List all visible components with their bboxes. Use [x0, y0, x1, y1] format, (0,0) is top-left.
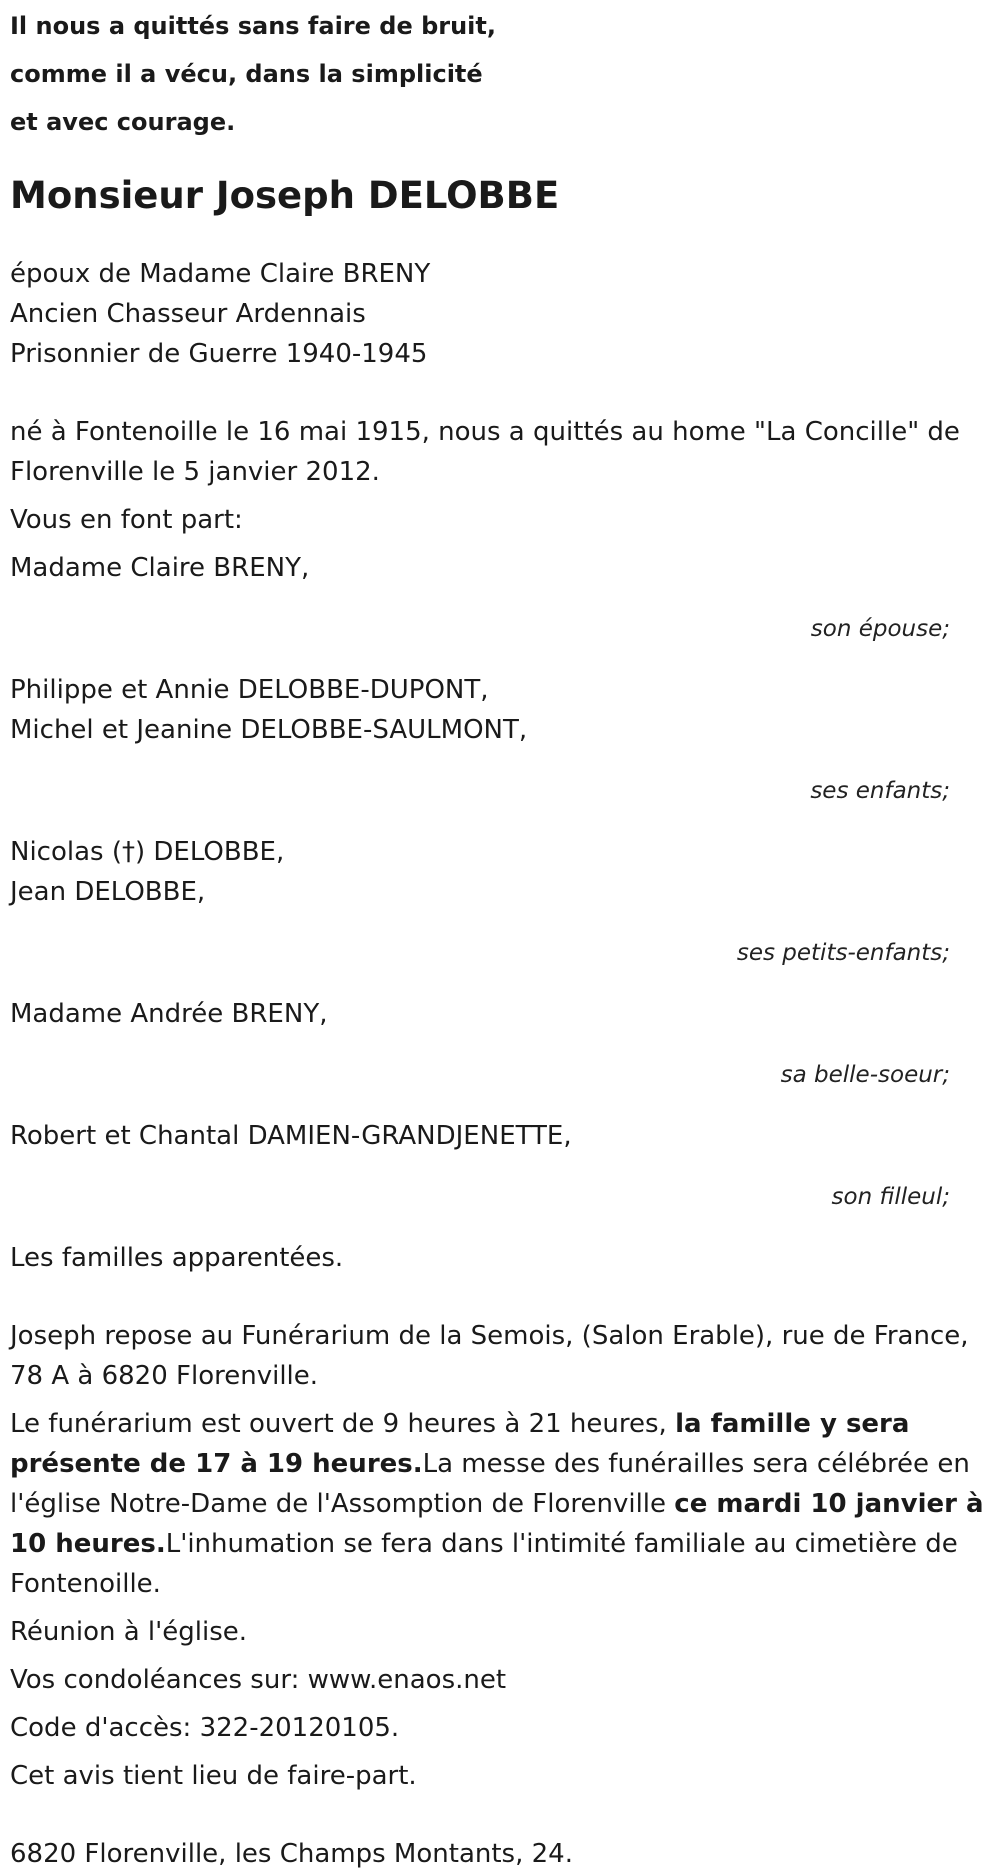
intro-line: et avec courage.: [10, 108, 236, 136]
family-group: [10, 994, 990, 1093]
obituary-notice: [10, 0, 990, 1874]
family-relation: son filleul;: [831, 1184, 950, 1210]
mass-date: ce mardi 10 janvier à 10 heures.: [10, 1489, 984, 1559]
reunion-text: Réunion à l'église.: [10, 1617, 248, 1647]
family-member: Nicolas (†) DELOBBE,: [10, 837, 285, 867]
announce-text: Vous en font part:: [10, 505, 243, 535]
deceased-name: Monsieur Joseph DELOBBE: [10, 174, 560, 217]
notice-text: Cet avis tient lieu de faire-part.: [10, 1761, 417, 1791]
mass-text: La messe des funérailles sera célébrée en l'église Notre-Dame de l'Assomption de Florenville: [10, 1449, 970, 1519]
family-member: Madame Claire BRENY,: [10, 553, 310, 583]
family-group: [10, 548, 990, 647]
family-group: [10, 1116, 990, 1215]
title-line: Ancien Chasseur Ardennais: [10, 299, 366, 329]
family-presence: la famille y sera présente de 17 à 19 heures.: [10, 1409, 910, 1479]
condolences-text: Vos condoléances sur: www.enaos.net: [10, 1665, 507, 1695]
family-relation: ses petits-enfants;: [736, 940, 950, 966]
family-group: [10, 832, 990, 971]
family-relation: sa belle-soeur;: [780, 1062, 950, 1088]
repose-text: Joseph repose au Funérarium de la Semois, (Salon Erable), rue de France, 78 A à 6820 Florenville.: [10, 1321, 969, 1391]
intro-quote: [10, 0, 990, 146]
address: 6820 Florenville, les Champs Montants, 24.: [10, 1839, 573, 1869]
title-line: époux de Madame Claire BRENY: [10, 259, 431, 289]
family-relation: son épouse;: [810, 616, 950, 642]
families-line: Les familles apparentées.: [10, 1243, 344, 1273]
titles-block: [10, 254, 990, 374]
intro-line: comme il a vécu, dans la simplicité: [10, 60, 483, 88]
family-relation: ses enfants;: [810, 778, 950, 804]
family-member: Robert et Chantal DAMIEN-GRANDJENETTE,: [10, 1121, 572, 1151]
funeral-details: [10, 1404, 990, 1604]
family-list: [10, 548, 990, 1215]
family-member: Madame Andrée BRENY,: [10, 999, 328, 1029]
funeral-hours: Le funérarium est ouvert de 9 heures à 21 heures,: [10, 1409, 676, 1439]
intro-line: Il nous a quittés sans faire de bruit,: [10, 12, 496, 40]
family-member: Jean DELOBBE,: [10, 877, 206, 907]
burial-text: L'inhumation se fera dans l'intimité familiale au cimetière de Fontenoille.: [10, 1529, 958, 1599]
birth-death-text: né à Fontenoille le 16 mai 1915, nous a quittés au home "La Concille" de Florenville le 5 janvier 2012.: [10, 417, 960, 487]
access-code: Code d'accès: 322-20120105.: [10, 1713, 400, 1743]
family-member: Michel et Jeanine DELOBBE-SAULMONT,: [10, 715, 528, 745]
family-member: Philippe et Annie DELOBBE-DUPONT,: [10, 675, 489, 705]
title-line: Prisonnier de Guerre 1940-1945: [10, 339, 428, 369]
family-group: [10, 670, 990, 809]
